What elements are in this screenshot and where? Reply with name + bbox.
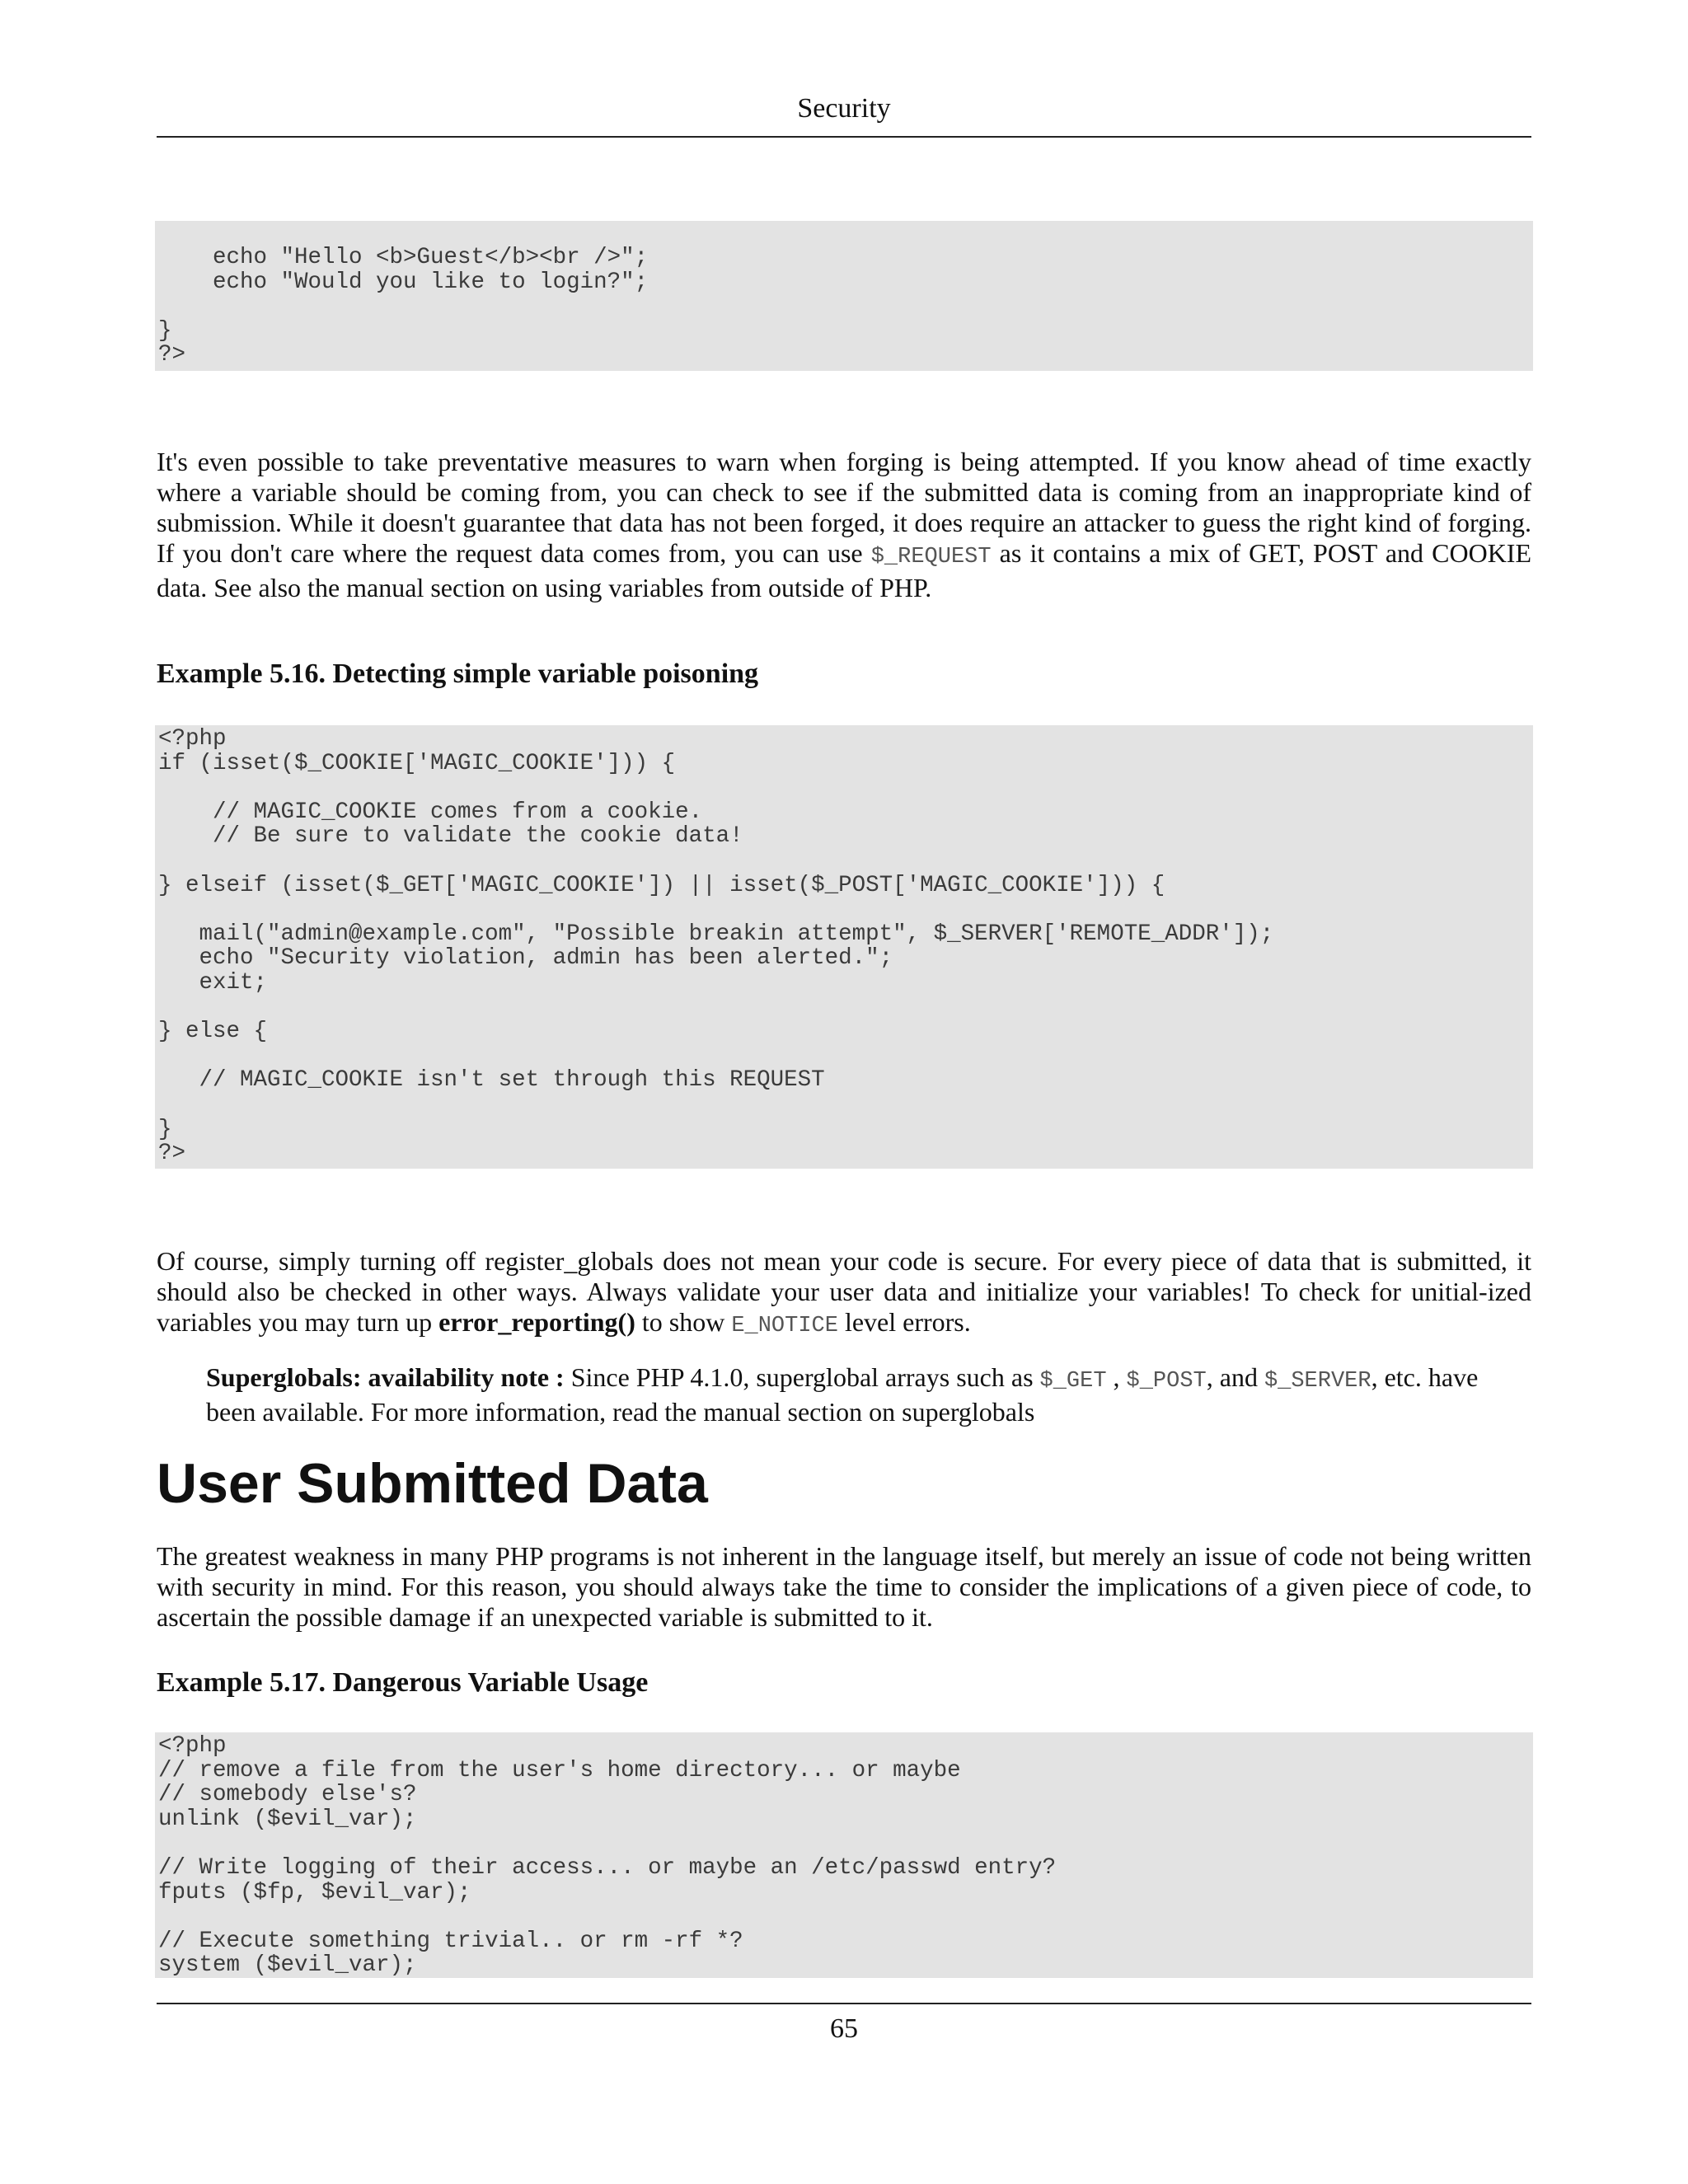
inline-code-e-notice: E_NOTICE bbox=[731, 1314, 838, 1338]
running-header: Security bbox=[797, 93, 891, 124]
function-name-error-reporting: error_reporting() bbox=[438, 1307, 635, 1337]
inline-code-request: $_REQUEST bbox=[870, 545, 992, 569]
inline-code-post: $_POST bbox=[1126, 1369, 1207, 1394]
code-block-example-5-16: <?php if (isset($_COOKIE['MAGIC_COOKIE'])) { // MAGIC_COOKIE comes from a cookie. // Be sure to validate the cookie data! } elseif (isset($_GET['MAGIC_COOKIE']) || isset($_POST['MAGIC_COOKIE'])) { mail("admin@example.com", "Possible breakin attempt", $_SERVER['REMOTE_ADDR']); echo "Security violation, admin has been alerted."; exit; } else { // MAGIC_COOKIE isn't set through this REQUEST } ?> bbox=[155, 725, 1533, 1169]
section-title: User Submitted Data bbox=[157, 1452, 708, 1515]
page-number: 65 bbox=[830, 2013, 858, 2044]
example-title-5-16: Example 5.16. Detecting simple variable poisoning bbox=[157, 658, 759, 689]
code-block-example-5-17: <?php // remove a file from the user's home directory... or maybe // somebody else's? unlink ($evil_var); // Write logging of their access... or maybe an /etc/passwd entry? fputs ($fp, $evil_var); // Execute something trivial.. or rm -rf *? system ($evil_var); bbox=[155, 1732, 1533, 1978]
footer-rule bbox=[157, 2003, 1531, 2004]
paragraph-user-submitted-data: The greatest weakness in many PHP programs is not inherent in the language itself, but merely an issue of code not being written with security in mind. For this reason, you should always take the time to consider the implications of a given piece of code, to ascertain the possible damage if an unexpected variable is submitted to it. bbox=[157, 1541, 1531, 1632]
inline-code-get: $_GET bbox=[1039, 1369, 1107, 1394]
paragraph-register-globals: Of course, simply turning off register_globals does not mean your code is secure. For every piece of data that is submitted, it should also be checked in other ways. Always validate your user data and initialize your variables! To check for unitial-ized variables you may turn up error_reporting() to show E_NOTICE level errors. bbox=[157, 1246, 1531, 1338]
inline-code-server: $_SERVER bbox=[1264, 1369, 1372, 1394]
superglobals-note: Superglobals: availability note : Since PHP 4.1.0, superglobal arrays such as $_GET , $_POST, and $_SERVER, etc. have been available. For more information, read the manual section on superglobals bbox=[206, 1362, 1479, 1427]
note-label: Superglobals: availability note : bbox=[206, 1362, 565, 1392]
code-block-continuation: echo "Hello <b>Guest</b><br />"; echo "Would you like to login?"; } ?> bbox=[155, 221, 1533, 371]
header-rule bbox=[157, 136, 1531, 138]
paragraph-forging-prevention: It's even possible to take preventative measures to warn when forging is being attempted. If you know ahead of time exactly where a variable should be coming from, you can check to see if the submitted data is coming from an inappropriate kind of submission. While it doesn't guarantee that data has not been forged, it does require an attacker to guess the right kind of forging. If you don't care where the request data comes from, you can use $_REQUEST as it contains a mix of GET, POST and COOKIE data. See also the manual section on using variables from outside of PHP. bbox=[157, 447, 1532, 602]
example-title-5-17: Example 5.17. Dangerous Variable Usage bbox=[157, 1667, 649, 1698]
